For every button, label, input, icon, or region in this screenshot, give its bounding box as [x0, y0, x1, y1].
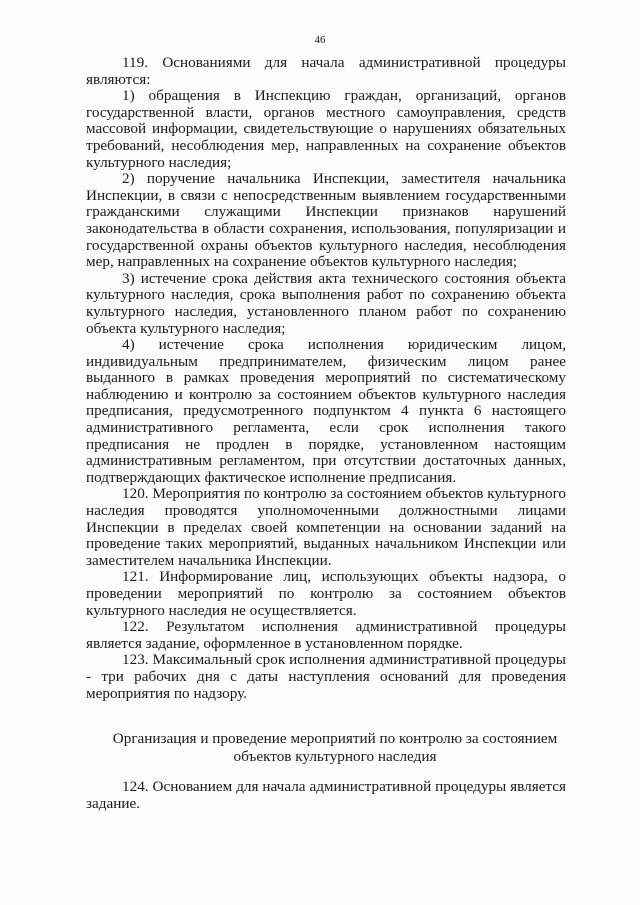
page-number: 46	[314, 34, 326, 46]
paragraph-119-item-4: 4) истечение срока исполнения юридическим лицом, индивидуальным предпринимателем, физическим лицом ранее выданного в рамках проведения мероприятий по систематическому наблюдению и контролю за состоянием объектов культурного наследия предписания, предусмотренного подпунктом 4 пункта 6 настоящего административного регламента, если срок исполнения такого предписания не продлен в порядке, установленном настоящим административным регламентом, при отсутствии достаточных данных, подтверждающих фактическое исполнение предписания.	[86, 336, 566, 486]
paragraph-123: 123. Максимальный срок исполнения административной процедуры - три рабочих дня с даты наступления оснований для проведения мероприятия по надзору.	[86, 651, 566, 702]
section-heading: Организация и проведение мероприятий по контролю за состоянием объектов культурного наследия	[112, 730, 558, 765]
paragraph-119-item-1: 1) обращения в Инспекцию граждан, организаций, органов государственной власти, органов местного самоуправления, средств массовой информации, свидетельствующие о нарушениях обязательных требований, несоблюдения мер, направленных на сохранение объектов культурного наследия;	[86, 87, 566, 171]
paragraph-121: 121. Информирование лиц, использующих объекты надзора, о проведении мероприятий по контролю за состоянием объектов культурного наследия не осуществляется.	[86, 568, 566, 619]
paragraph-119: 119. Основаниями для начала административной процедуры являются:	[86, 54, 566, 88]
body-text	[86, 55, 566, 702]
paragraph-120: 120. Мероприятия по контролю за состоянием объектов культурного наследия проводятся уполномоченными должностными лицами Инспекции в пределах своей компетенции на основании заданий на проведение таких мероприятий, выданных начальником Инспекции или заместителем начальника Инспекции.	[86, 485, 567, 569]
paragraph-122: 122. Результатом исполнения административной процедуры является задание, оформленное в установленном порядке.	[86, 618, 566, 652]
closing-text	[86, 778, 566, 812]
paragraph-119-item-3: 3) истечение срока действия акта технического состояния объекта культурного наследия, срока выполнения работ по сохранению объекта культурного наследия, установленного планом работ по сохранению объекта культурного наследия;	[86, 269, 566, 337]
paragraph-124: 124. Основанием для начала административной процедуры является задание.	[86, 778, 566, 812]
paragraph-119-item-2: 2) поручение начальника Инспекции, заместителя начальника Инспекции, в связи с непосредственным выявлением государственными гражданскими служащими Инспекции признаков нарушений законодательства в области сохранения, использования, популяризации и государственной охраны объектов культурного наследия, несоблюдения мер, направленных на сохранение объектов культурного наследия;	[86, 170, 566, 271]
